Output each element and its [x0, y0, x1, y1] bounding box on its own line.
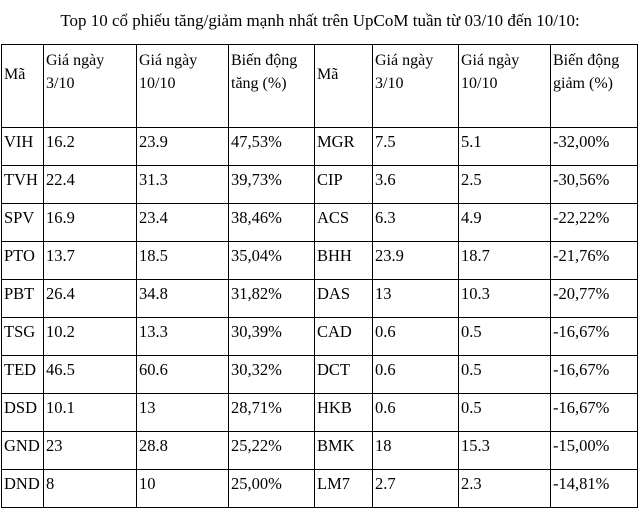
gain-price-start-cell: 26.4: [44, 280, 137, 318]
loss-price-start-cell: 3.6: [373, 166, 459, 204]
gain-code-cell: TSG: [2, 318, 44, 356]
loss-code-cell: MGR: [315, 128, 373, 166]
gain-price-end-cell: 23.4: [137, 204, 229, 242]
table-caption: Top 10 cổ phiếu tăng/giảm mạnh nhất trên UpCoM tuần từ 03/10 đến 10/10:: [60, 11, 580, 30]
gain-code-cell: GND: [2, 432, 44, 470]
loss-price-end-cell: 15.3: [459, 432, 551, 470]
loss-price-start-cell: 18: [373, 432, 459, 470]
loss-code-cell: CAD: [315, 318, 373, 356]
loss-price-end-cell: 10.3: [459, 280, 551, 318]
loss-price-end-cell: 4.9: [459, 204, 551, 242]
gain-code-cell: SPV: [2, 204, 44, 242]
gain-price-start-cell: 13.7: [44, 242, 137, 280]
loss-price-end-cell: 18.7: [459, 242, 551, 280]
gain-price-start-cell: 16.2: [44, 128, 137, 166]
gain-price-end-cell: 28.8: [137, 432, 229, 470]
table-row: [2, 470, 638, 508]
table-row: [2, 280, 638, 318]
table-row: [2, 394, 638, 432]
gain-change-cell: 39,73%: [229, 166, 315, 204]
table-body: [2, 128, 638, 508]
gain-code-cell: DND: [2, 470, 44, 508]
loss-price-start-cell: 7.5: [373, 128, 459, 166]
table-row: [2, 242, 638, 280]
loss-code-cell: BMK: [315, 432, 373, 470]
gain-code-cell: TVH: [2, 166, 44, 204]
header-row: [2, 45, 638, 128]
header-gain-code: Mã: [2, 45, 44, 128]
gain-change-cell: 47,53%: [229, 128, 315, 166]
loss-price-end-cell: 0.5: [459, 318, 551, 356]
loss-price-end-cell: 0.5: [459, 356, 551, 394]
loss-code-cell: CIP: [315, 166, 373, 204]
gain-price-end-cell: 23.9: [137, 128, 229, 166]
header-loss-price-start: Giá ngày 3/10: [373, 45, 459, 128]
table-row: [2, 128, 638, 166]
header-gain-change: Biến động tăng (%): [229, 45, 315, 128]
gain-change-cell: 35,04%: [229, 242, 315, 280]
loss-code-cell: DCT: [315, 356, 373, 394]
gain-change-cell: 30,39%: [229, 318, 315, 356]
header-loss-price-end: Giá ngày 10/10: [459, 45, 551, 128]
table-row: [2, 356, 638, 394]
loss-change-cell: -21,76%: [551, 242, 638, 280]
loss-change-cell: -16,67%: [551, 356, 638, 394]
gain-price-start-cell: 23: [44, 432, 137, 470]
loss-change-cell: -30,56%: [551, 166, 638, 204]
loss-price-start-cell: 0.6: [373, 394, 459, 432]
gain-code-cell: PBT: [2, 280, 44, 318]
gain-price-start-cell: 22.4: [44, 166, 137, 204]
header-gain-price-end: Giá ngày 10/10: [137, 45, 229, 128]
loss-price-start-cell: 2.7: [373, 470, 459, 508]
gain-price-end-cell: 31.3: [137, 166, 229, 204]
gain-code-cell: VIH: [2, 128, 44, 166]
gain-price-start-cell: 8: [44, 470, 137, 508]
table-row: [2, 166, 638, 204]
gain-change-cell: 25,22%: [229, 432, 315, 470]
loss-price-end-cell: 5.1: [459, 128, 551, 166]
loss-code-cell: HKB: [315, 394, 373, 432]
gain-change-cell: 38,46%: [229, 204, 315, 242]
loss-code-cell: ACS: [315, 204, 373, 242]
loss-price-start-cell: 0.6: [373, 356, 459, 394]
gain-code-cell: TED: [2, 356, 44, 394]
gain-price-end-cell: 60.6: [137, 356, 229, 394]
gain-price-start-cell: 10.1: [44, 394, 137, 432]
loss-price-start-cell: 6.3: [373, 204, 459, 242]
loss-change-cell: -32,00%: [551, 128, 638, 166]
gain-price-end-cell: 18.5: [137, 242, 229, 280]
header-gain-price-start: Giá ngày 3/10: [44, 45, 137, 128]
loss-price-end-cell: 0.5: [459, 394, 551, 432]
gain-code-cell: PTO: [2, 242, 44, 280]
loss-price-start-cell: 13: [373, 280, 459, 318]
gain-price-start-cell: 10.2: [44, 318, 137, 356]
table-row: [2, 204, 638, 242]
loss-change-cell: -14,81%: [551, 470, 638, 508]
loss-change-cell: -16,67%: [551, 318, 638, 356]
header-loss-code: Mã: [315, 45, 373, 128]
gain-change-cell: 30,32%: [229, 356, 315, 394]
gain-price-end-cell: 34.8: [137, 280, 229, 318]
loss-change-cell: -16,67%: [551, 394, 638, 432]
loss-code-cell: BHH: [315, 242, 373, 280]
gain-price-end-cell: 10: [137, 470, 229, 508]
table-header: [2, 45, 638, 128]
loss-price-end-cell: 2.3: [459, 470, 551, 508]
loss-code-cell: DAS: [315, 280, 373, 318]
loss-change-cell: -15,00%: [551, 432, 638, 470]
gain-price-end-cell: 13: [137, 394, 229, 432]
gain-price-start-cell: 46.5: [44, 356, 137, 394]
gain-change-cell: 28,71%: [229, 394, 315, 432]
loss-price-start-cell: 23.9: [373, 242, 459, 280]
loss-change-cell: -20,77%: [551, 280, 638, 318]
loss-price-end-cell: 2.5: [459, 166, 551, 204]
gain-price-start-cell: 16.9: [44, 204, 137, 242]
gain-code-cell: DSD: [2, 394, 44, 432]
table-row: [2, 432, 638, 470]
table-row: [2, 318, 638, 356]
gain-change-cell: 25,00%: [229, 470, 315, 508]
stock-table: [1, 44, 638, 508]
loss-change-cell: -22,22%: [551, 204, 638, 242]
gain-price-end-cell: 13.3: [137, 318, 229, 356]
loss-code-cell: LM7: [315, 470, 373, 508]
header-loss-change: Biến động giảm (%): [551, 45, 638, 128]
gain-change-cell: 31,82%: [229, 280, 315, 318]
loss-price-start-cell: 0.6: [373, 318, 459, 356]
